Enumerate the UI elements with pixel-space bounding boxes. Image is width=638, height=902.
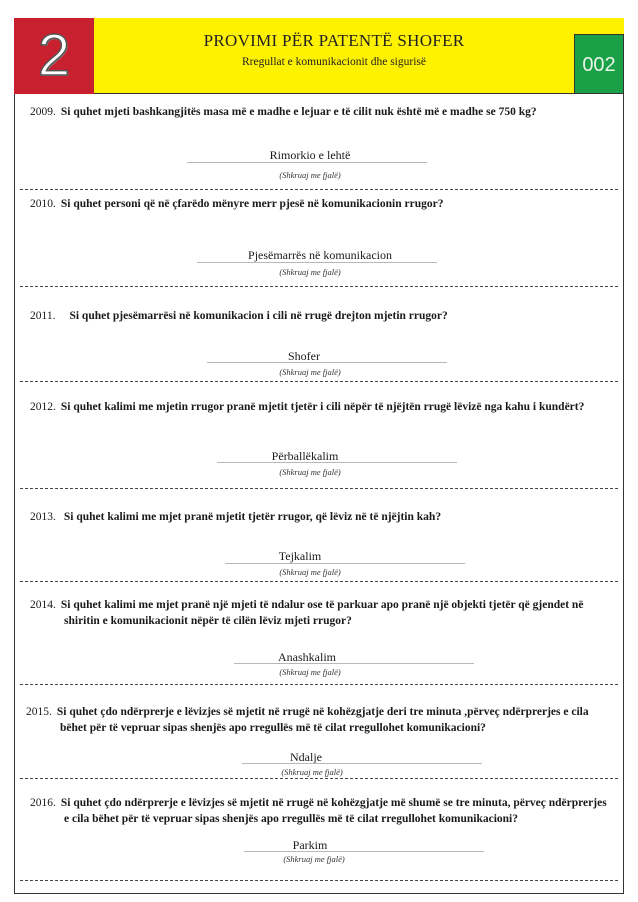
question-text-continued: shiritin e komunikacionit nëpër të cilën lëviz mjeti rrugor? [64, 615, 352, 627]
question-text: Si quhet personi që në çfarëdo mënyre merr pjesë në komunikacionin rrugor? [60, 198, 444, 210]
answer-line [244, 851, 484, 852]
question-number: 2015. [26, 706, 52, 718]
answer-hint: (Shkruaj me fjalë) [279, 170, 341, 180]
answer-2010: Pjesëmarrës në komunikacion [248, 248, 392, 262]
answer-2013: Tejkalim [278, 549, 322, 563]
question-2012 [30, 399, 625, 415]
answer-hint: (Shkruaj me fjalë) [279, 667, 341, 677]
answer-2009: Rimorkio e lehtë [269, 148, 351, 162]
answer-line [187, 162, 427, 163]
answer-2012: Përballëkalim [271, 449, 339, 463]
question-text: Si quhet pjesëmarrësi në komunikacion i cili në rrugë drejton mjetin rrugor? [69, 310, 448, 322]
question-2016 [30, 795, 625, 827]
question-separator [20, 778, 618, 779]
question-text: Si quhet kalimi me mjet pranë mjetit tjetër rrugor, që lëviz në të njëjtin kah? [63, 511, 442, 523]
question-number: 2013. [30, 511, 56, 523]
question-number: 2010. [30, 198, 56, 210]
question-separator [20, 286, 618, 287]
answer-hint: (Shkruaj me fjalë) [279, 367, 341, 377]
question-separator [20, 880, 618, 881]
question-separator [20, 189, 618, 190]
answer-line [242, 763, 482, 764]
question-separator [20, 684, 618, 685]
page-code: 002 [574, 34, 624, 94]
answer-line [234, 663, 474, 664]
question-2009 [30, 104, 625, 120]
question-text: Si quhet kalimi me mjet pranë një mjeti të ndalur ose të parkuar apo pranë një objekti tjetër që gjendet në [60, 599, 584, 611]
question-number: 2011. [30, 310, 56, 322]
page-title: PROVIMI PËR PATENTË SHOFER [203, 31, 465, 50]
answer-line [225, 563, 465, 564]
question-separator [20, 488, 618, 489]
answer-2015: Ndalje [290, 750, 322, 764]
question-text: Si quhet kalimi me mjetin rrugor pranë mjetit tjetër i cili nëpër të njëjtën rrugë lëvizë nga kahu i kundërt? [60, 401, 585, 413]
question-2015 [26, 704, 621, 736]
answer-line [217, 462, 457, 463]
question-text-continued: bëhet për të vepruar sipas shenjës apo rregullës më të cilat rregullohet komunikacioni? [60, 722, 486, 734]
answer-hint: (Shkruaj me fjalë) [281, 767, 343, 777]
answer-line [207, 362, 447, 363]
question-number: 2009. [30, 106, 56, 118]
chapter-number: 2 [14, 18, 94, 94]
answer-hint: (Shkruaj me fjalë) [279, 267, 341, 277]
question-separator [20, 581, 618, 582]
question-text: Si quhet çdo ndërprerje e lëvizjes së mjetit në rrugë në kohëzgjatje më shumë se tre minuta, përveç ndërprerjes [60, 797, 607, 809]
page-subtitle: Rregullat e komunikacionit dhe sigurisë [242, 56, 426, 68]
answer-2011: Shofer [288, 349, 320, 363]
question-2010 [30, 196, 625, 212]
answer-hint: (Shkruaj me fjalë) [283, 854, 345, 864]
question-number: 2016. [30, 797, 56, 809]
question-2013 [30, 509, 625, 525]
answer-2014: Anashkalim [278, 650, 336, 664]
question-text-continued: e cila bëhet për të vepruar sipas shenjës apo rregullës më të cilat rregullohet komunikacioni? [64, 813, 519, 825]
question-number: 2014. [30, 599, 56, 611]
question-number: 2012. [30, 401, 56, 413]
answer-hint: (Shkruaj me fjalë) [279, 567, 341, 577]
answer-hint: (Shkruaj me fjalë) [279, 467, 341, 477]
question-text: Si quhet çdo ndërprerje e lëvizjes së mjetit në rrugë në kohëzgjatje deri tre minuta ,përveç ndërprerjes e cila [56, 706, 589, 718]
answer-2016: Parkim [292, 838, 328, 852]
question-text: Si quhet mjeti bashkangjitës masa më e madhe e lejuar e të cilit nuk është më e madhe se 750 kg? [60, 106, 537, 118]
question-2014 [30, 597, 625, 629]
question-separator [20, 381, 618, 382]
answer-line [197, 262, 437, 263]
question-2011 [30, 308, 625, 324]
